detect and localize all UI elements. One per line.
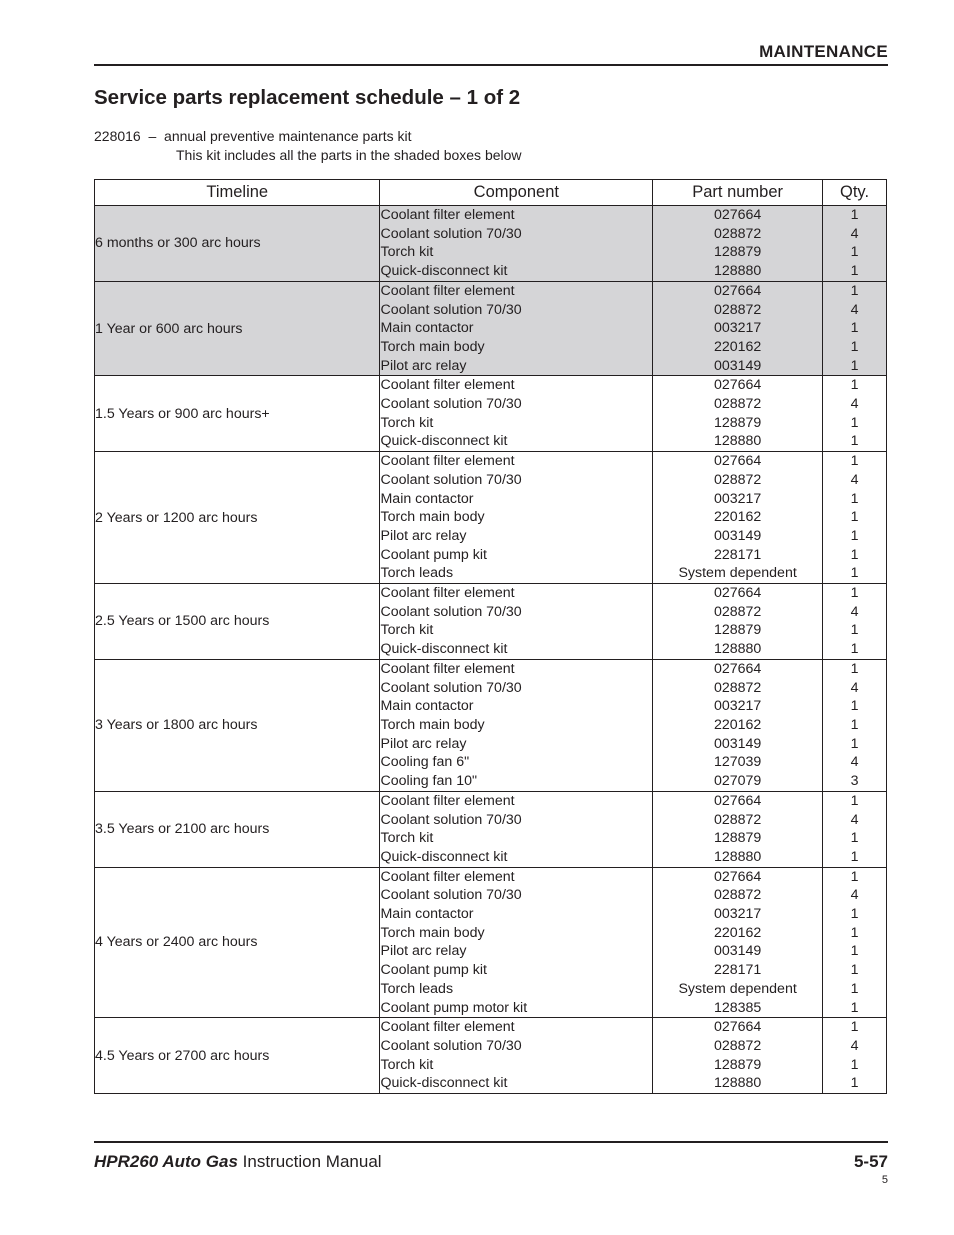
part-number-item: 028872 — [713, 225, 762, 242]
component-item: Cooling fan 6" — [380, 754, 470, 771]
qty-item: 1 — [850, 433, 859, 450]
part-number-item: System dependent — [678, 980, 797, 997]
qty-item: 1 — [850, 848, 859, 865]
part-number-item: 027664 — [713, 377, 762, 394]
qty-item: 1 — [850, 357, 859, 374]
component-cell — [380, 791, 653, 867]
part-number-item: 220162 — [713, 924, 762, 941]
timeline-cell: 4 Years or 2400 arc hours — [95, 867, 380, 1018]
part-number-item: 003149 — [713, 943, 762, 960]
qty-item: 1 — [850, 622, 859, 639]
qty-item: 1 — [850, 1075, 859, 1092]
component-item: Coolant filter element — [380, 1019, 515, 1036]
part-number-item: 128880 — [713, 433, 762, 450]
page-sub-number: 5 — [881, 1174, 888, 1186]
component-cell — [380, 867, 653, 1018]
qty-item: 1 — [850, 320, 859, 337]
part-number-cell — [653, 659, 823, 791]
page-title: Service parts replacement schedule – 1 of 2 — [94, 86, 521, 109]
qty-item: 4 — [850, 603, 859, 620]
parts-schedule-table — [94, 179, 887, 1094]
qty-item: 1 — [850, 980, 859, 997]
component-item: Quick-disconnect kit — [380, 848, 508, 865]
qty-item: 1 — [850, 527, 859, 544]
component-item: Coolant solution 70/30 — [380, 225, 522, 242]
part-number-item: 128879 — [713, 622, 762, 639]
qty-item: 1 — [850, 377, 859, 394]
component-item: Quick-disconnect kit — [380, 433, 508, 450]
kit-description — [94, 127, 522, 165]
qty-item: 1 — [850, 509, 859, 526]
qty-item: 1 — [850, 660, 859, 677]
header-component: Component — [380, 180, 653, 206]
table-row — [95, 1018, 887, 1094]
qty-item: 3 — [850, 773, 859, 790]
timeline-cell: 1 Year or 600 arc hours — [95, 281, 380, 376]
part-number-cell — [653, 452, 823, 584]
part-number-item: 027664 — [713, 453, 762, 470]
component-item: Torch kit — [380, 830, 434, 847]
part-number-item: 128879 — [713, 244, 762, 261]
component-item: Pilot arc relay — [380, 943, 467, 960]
component-item: Coolant solution 70/30 — [380, 603, 522, 620]
timeline-cell: 2 Years or 1200 arc hours — [95, 452, 380, 584]
component-item: Coolant solution 70/30 — [380, 471, 522, 488]
part-number-item: 028872 — [713, 679, 762, 696]
timeline-cell: 3 Years or 1800 arc hours — [95, 659, 380, 791]
qty-item: 1 — [850, 641, 859, 658]
component-item: Coolant filter element — [380, 207, 515, 223]
qty-item: 1 — [850, 453, 859, 470]
component-item: Coolant filter element — [380, 868, 515, 885]
component-item: Main contactor — [380, 320, 474, 337]
component-item: Quick-disconnect kit — [380, 641, 508, 658]
qty-item: 4 — [850, 811, 859, 828]
timeline-cell: 6 months or 300 arc hours — [95, 206, 380, 282]
component-item: Torch main body — [380, 716, 485, 733]
table-row — [95, 452, 887, 584]
qty-item: 4 — [850, 679, 859, 696]
part-number-item: 003217 — [713, 698, 762, 715]
component-cell — [380, 376, 653, 452]
qty-item: 1 — [850, 906, 859, 923]
part-number-item: 128879 — [713, 414, 762, 431]
qty-item: 4 — [850, 754, 859, 771]
qty-item: 1 — [850, 244, 859, 261]
page-number: 5-57 — [853, 1152, 888, 1171]
part-number-item: 027664 — [713, 1019, 762, 1036]
component-item: Quick-disconnect kit — [380, 1075, 508, 1092]
kit-line: 228016 – annual preventive maintenance parts kit — [94, 128, 412, 144]
component-cell — [380, 659, 653, 791]
table-row — [95, 281, 887, 376]
component-item: Coolant solution 70/30 — [380, 1037, 522, 1054]
part-number-cell — [653, 206, 823, 282]
table-row — [95, 867, 887, 1018]
qty-item: 1 — [850, 924, 859, 941]
component-item: Coolant solution 70/30 — [380, 679, 522, 696]
timeline-cell: 1.5 Years or 900 arc hours+ — [95, 376, 380, 452]
component-item: Torch kit — [380, 414, 434, 431]
component-item: Coolant filter element — [380, 792, 515, 809]
part-number-cell — [653, 867, 823, 1018]
section-title: MAINTENANCE — [759, 42, 888, 61]
part-number-item: 003149 — [713, 527, 762, 544]
header-timeline: Timeline — [95, 180, 380, 206]
part-number-item: 028872 — [713, 396, 762, 413]
qty-item: 1 — [850, 735, 859, 752]
part-number-cell — [653, 791, 823, 867]
part-number-item: 027664 — [713, 207, 762, 223]
qty-cell — [823, 206, 887, 282]
component-item: Coolant pump kit — [380, 962, 487, 979]
part-number-cell — [653, 376, 823, 452]
qty-item: 1 — [850, 546, 859, 563]
part-number-item: System dependent — [678, 565, 797, 582]
component-item: Cooling fan 10" — [380, 773, 478, 790]
qty-item: 4 — [850, 396, 859, 413]
component-item: Coolant solution 70/30 — [380, 396, 522, 413]
part-number-item: 003149 — [713, 735, 762, 752]
timeline-cell: 2.5 Years or 1500 arc hours — [95, 584, 380, 660]
table-header-row — [95, 180, 887, 206]
qty-item: 4 — [850, 301, 859, 318]
component-item: Coolant filter element — [380, 453, 515, 470]
qty-item: 4 — [850, 887, 859, 904]
part-number-item: 228171 — [713, 962, 762, 979]
part-number-item: 003217 — [713, 490, 762, 507]
component-item: Torch kit — [380, 244, 434, 261]
part-number-item: 220162 — [713, 716, 762, 733]
part-number-item: 027664 — [713, 282, 762, 299]
footer-manual: Instruction Manual — [237, 1152, 382, 1171]
timeline-cell: 4.5 Years or 2700 arc hours — [95, 1018, 380, 1094]
component-item: Coolant solution 70/30 — [380, 811, 522, 828]
qty-cell — [823, 584, 887, 660]
header-part-number: Part number — [653, 180, 823, 206]
part-number-item: 220162 — [713, 509, 762, 526]
part-number-item: 228171 — [713, 546, 762, 563]
part-number-item: 128879 — [713, 1056, 762, 1073]
qty-item: 1 — [850, 999, 859, 1016]
qty-item: 4 — [850, 1037, 859, 1054]
qty-item: 1 — [850, 1019, 859, 1036]
part-number-item: 028872 — [713, 301, 762, 318]
qty-item: 1 — [850, 943, 859, 960]
qty-item: 1 — [850, 263, 859, 280]
qty-item: 1 — [850, 565, 859, 582]
qty-item: 1 — [850, 338, 859, 355]
component-cell — [380, 206, 653, 282]
qty-item: 1 — [850, 414, 859, 431]
footer-manual-title — [94, 1152, 382, 1172]
component-item: Main contactor — [380, 490, 474, 507]
table-row — [95, 584, 887, 660]
header-qty: Qty. — [823, 180, 887, 206]
part-number-item: 027079 — [713, 773, 762, 790]
component-item: Torch main body — [380, 924, 485, 941]
qty-item: 1 — [850, 962, 859, 979]
qty-item: 1 — [850, 207, 859, 223]
component-item: Torch kit — [380, 1056, 434, 1073]
part-number-item: 028872 — [713, 471, 762, 488]
qty-cell — [823, 376, 887, 452]
qty-cell — [823, 1018, 887, 1094]
part-number-item: 027664 — [713, 660, 762, 677]
component-item: Coolant pump motor kit — [380, 999, 528, 1016]
component-item: Coolant filter element — [380, 282, 515, 299]
component-item: Torch leads — [380, 565, 454, 582]
component-item: Coolant pump kit — [380, 546, 487, 563]
component-item: Coolant solution 70/30 — [380, 301, 522, 318]
component-cell — [380, 584, 653, 660]
part-number-cell — [653, 281, 823, 376]
kit-note: This kit includes all the parts in the shaded boxes below — [176, 147, 522, 163]
footer-model: HPR260 Auto Gas — [94, 1152, 238, 1171]
qty-item: 1 — [850, 282, 859, 299]
component-item: Pilot arc relay — [380, 357, 467, 374]
part-number-item: 128880 — [713, 263, 762, 280]
qty-cell — [823, 281, 887, 376]
part-number-item: 128880 — [713, 641, 762, 658]
qty-item: 1 — [850, 716, 859, 733]
qty-item: 1 — [850, 698, 859, 715]
component-cell — [380, 452, 653, 584]
component-item: Coolant filter element — [380, 585, 515, 602]
component-item: Coolant filter element — [380, 377, 515, 394]
part-number-item: 027664 — [713, 585, 762, 602]
part-number-item: 128385 — [713, 999, 762, 1016]
component-item: Main contactor — [380, 906, 474, 923]
part-number-item: 003217 — [713, 320, 762, 337]
component-item: Coolant filter element — [380, 660, 515, 677]
table-row — [95, 791, 887, 867]
part-number-item: 028872 — [713, 1037, 762, 1054]
component-item: Main contactor — [380, 698, 474, 715]
qty-item: 1 — [850, 792, 859, 809]
part-number-item: 128880 — [713, 1075, 762, 1092]
component-item: Torch kit — [380, 622, 434, 639]
table-row — [95, 376, 887, 452]
timeline-cell: 3.5 Years or 2100 arc hours — [95, 791, 380, 867]
part-number-item: 127039 — [713, 754, 762, 771]
component-item: Quick-disconnect kit — [380, 263, 508, 280]
qty-item: 1 — [850, 1056, 859, 1073]
component-item: Torch leads — [380, 980, 454, 997]
component-item: Coolant solution 70/30 — [380, 887, 522, 904]
qty-cell — [823, 452, 887, 584]
component-cell — [380, 1018, 653, 1094]
part-number-item: 128880 — [713, 848, 762, 865]
component-item: Torch main body — [380, 509, 485, 526]
component-item: Pilot arc relay — [380, 735, 467, 752]
qty-cell — [823, 867, 887, 1018]
qty-cell — [823, 791, 887, 867]
part-number-cell — [653, 584, 823, 660]
part-number-item: 028872 — [713, 887, 762, 904]
qty-cell — [823, 659, 887, 791]
footer — [94, 1141, 888, 1171]
qty-item: 4 — [850, 471, 859, 488]
qty-item: 4 — [850, 225, 859, 242]
part-number-item: 128879 — [713, 830, 762, 847]
component-item: Pilot arc relay — [380, 527, 467, 544]
section-header — [94, 42, 888, 66]
qty-item: 1 — [850, 868, 859, 885]
table-body — [95, 206, 887, 1094]
qty-item: 1 — [850, 830, 859, 847]
part-number-item: 003217 — [713, 906, 762, 923]
part-number-item: 220162 — [713, 338, 762, 355]
part-number-item: 028872 — [713, 811, 762, 828]
qty-item: 1 — [850, 490, 859, 507]
table-row — [95, 659, 887, 791]
qty-item: 1 — [850, 585, 859, 602]
part-number-item: 027664 — [713, 792, 762, 809]
part-number-item: 027664 — [713, 868, 762, 885]
table-row — [95, 206, 887, 282]
part-number-item: 028872 — [713, 603, 762, 620]
component-cell — [380, 281, 653, 376]
component-item: Torch main body — [380, 338, 485, 355]
part-number-item: 003149 — [713, 357, 762, 374]
part-number-cell — [653, 1018, 823, 1094]
